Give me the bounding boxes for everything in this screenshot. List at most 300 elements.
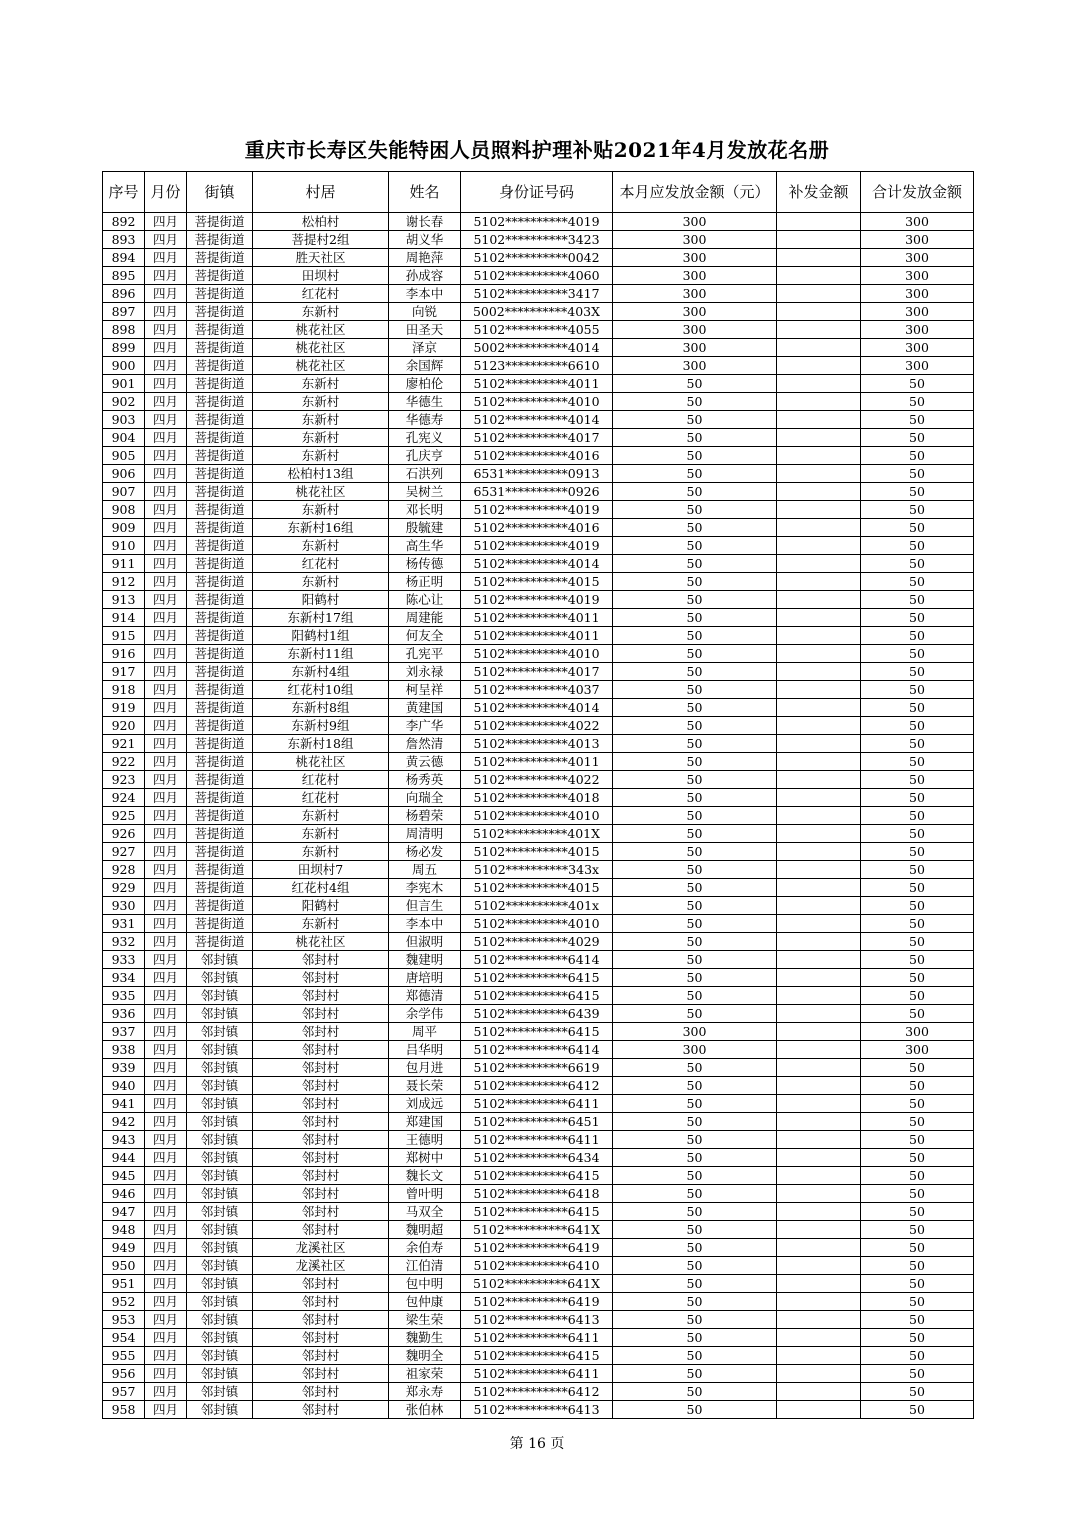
table-cell: 300 bbox=[861, 213, 974, 231]
table-cell bbox=[777, 1329, 861, 1347]
table-cell: 945 bbox=[103, 1167, 145, 1185]
table-cell: 阳鹤村 bbox=[253, 591, 389, 609]
table-cell bbox=[777, 1113, 861, 1131]
table-cell: 吴树兰 bbox=[389, 483, 461, 501]
table-cell: 903 bbox=[103, 411, 145, 429]
table-cell: 李本中 bbox=[389, 285, 461, 303]
table-cell: 5102**********641X bbox=[461, 1275, 613, 1293]
table-cell: 923 bbox=[103, 771, 145, 789]
table-cell bbox=[777, 285, 861, 303]
table-row bbox=[103, 231, 974, 249]
table-cell: 魏明全 bbox=[389, 1347, 461, 1365]
table-cell: 956 bbox=[103, 1365, 145, 1383]
table-cell: 四月 bbox=[145, 897, 187, 915]
table-cell bbox=[777, 681, 861, 699]
table-row bbox=[103, 519, 974, 537]
table-cell: 910 bbox=[103, 537, 145, 555]
table-cell: 四月 bbox=[145, 609, 187, 627]
table-row bbox=[103, 1293, 974, 1311]
table-cell bbox=[777, 969, 861, 987]
table-cell: 四月 bbox=[145, 915, 187, 933]
table-cell bbox=[777, 987, 861, 1005]
table-cell: 5102**********4014 bbox=[461, 411, 613, 429]
table-row bbox=[103, 1131, 974, 1149]
table-cell: 914 bbox=[103, 609, 145, 627]
table-cell bbox=[777, 1401, 861, 1419]
table-cell bbox=[777, 753, 861, 771]
table-cell: 曾叶明 bbox=[389, 1185, 461, 1203]
table-cell: 邻封村 bbox=[253, 987, 389, 1005]
table-cell: 刘永禄 bbox=[389, 663, 461, 681]
table-cell: 50 bbox=[861, 1401, 974, 1419]
table-cell: 50 bbox=[613, 771, 777, 789]
table-cell: 四月 bbox=[145, 591, 187, 609]
table-cell: 50 bbox=[613, 1383, 777, 1401]
table-cell: 邻封镇 bbox=[187, 1041, 253, 1059]
table-cell: 5102**********0042 bbox=[461, 249, 613, 267]
table-cell: 300 bbox=[861, 231, 974, 249]
table-cell: 5102**********6412 bbox=[461, 1383, 613, 1401]
table-cell: 四月 bbox=[145, 951, 187, 969]
table-cell bbox=[777, 897, 861, 915]
table-cell bbox=[777, 609, 861, 627]
table-cell: 四月 bbox=[145, 1023, 187, 1041]
table-cell bbox=[777, 879, 861, 897]
table-cell: 杨传德 bbox=[389, 555, 461, 573]
table-cell: 菩提街道 bbox=[187, 213, 253, 231]
table-cell: 50 bbox=[613, 699, 777, 717]
table-cell: 菩提街道 bbox=[187, 231, 253, 249]
table-cell: 893 bbox=[103, 231, 145, 249]
table-cell: 邻封村 bbox=[253, 1365, 389, 1383]
table-cell: 5102**********4011 bbox=[461, 753, 613, 771]
table-cell: 50 bbox=[613, 393, 777, 411]
table-cell: 300 bbox=[613, 303, 777, 321]
table-cell: 5102**********343x bbox=[461, 861, 613, 879]
table-cell: 四月 bbox=[145, 825, 187, 843]
table-cell: 东新村 bbox=[253, 915, 389, 933]
table-cell: 50 bbox=[613, 1059, 777, 1077]
page-title: 重庆市长寿区失能特困人员照料护理补贴2021年4月发放花名册 bbox=[244, 138, 830, 162]
table-cell: 邻封镇 bbox=[187, 1131, 253, 1149]
table-cell: 四月 bbox=[145, 1275, 187, 1293]
table-cell: 50 bbox=[613, 861, 777, 879]
table-row bbox=[103, 771, 974, 789]
table-cell: 5102**********6415 bbox=[461, 1347, 613, 1365]
table-cell: 东新村 bbox=[253, 843, 389, 861]
table-cell: 四月 bbox=[145, 537, 187, 555]
table-cell: 桃花社区 bbox=[253, 339, 389, 357]
table-row bbox=[103, 861, 974, 879]
table-cell: 邻封村 bbox=[253, 1131, 389, 1149]
table-cell: 邻封镇 bbox=[187, 1149, 253, 1167]
table-cell: 916 bbox=[103, 645, 145, 663]
table-row bbox=[103, 375, 974, 393]
table-cell: 邻封村 bbox=[253, 969, 389, 987]
table-cell: 50 bbox=[861, 753, 974, 771]
table-cell: 郑树中 bbox=[389, 1149, 461, 1167]
table-row bbox=[103, 1311, 974, 1329]
table-cell: 四月 bbox=[145, 969, 187, 987]
table-cell bbox=[777, 1221, 861, 1239]
table-cell: 邻封村 bbox=[253, 1149, 389, 1167]
table-cell bbox=[777, 1383, 861, 1401]
table-cell: 四月 bbox=[145, 663, 187, 681]
table-cell: 5102**********4011 bbox=[461, 627, 613, 645]
table-cell: 四月 bbox=[145, 1329, 187, 1347]
table-cell: 四月 bbox=[145, 771, 187, 789]
table-cell: 5102**********6619 bbox=[461, 1059, 613, 1077]
table-cell: 东新村 bbox=[253, 447, 389, 465]
table-cell: 邻封镇 bbox=[187, 1185, 253, 1203]
table-cell: 50 bbox=[613, 465, 777, 483]
table-cell: 894 bbox=[103, 249, 145, 267]
table-cell: 50 bbox=[861, 789, 974, 807]
table-cell bbox=[777, 1077, 861, 1095]
table-row bbox=[103, 1221, 974, 1239]
table-cell: 50 bbox=[613, 843, 777, 861]
table-cell: 50 bbox=[861, 1365, 974, 1383]
table-row bbox=[103, 735, 974, 753]
table-row bbox=[103, 1401, 974, 1419]
header-cell: 姓名 bbox=[389, 172, 461, 213]
table-cell: 四月 bbox=[145, 357, 187, 375]
table-cell: 5102**********6413 bbox=[461, 1401, 613, 1419]
table-cell: 50 bbox=[861, 699, 974, 717]
table-cell: 937 bbox=[103, 1023, 145, 1041]
table-row bbox=[103, 1005, 974, 1023]
table-row bbox=[103, 825, 974, 843]
table-cell: 915 bbox=[103, 627, 145, 645]
table-cell: 四月 bbox=[145, 933, 187, 951]
table-cell: 50 bbox=[861, 1257, 974, 1275]
table-cell: 四月 bbox=[145, 321, 187, 339]
table-cell: 四月 bbox=[145, 213, 187, 231]
table-cell: 906 bbox=[103, 465, 145, 483]
table-cell: 孔庆亨 bbox=[389, 447, 461, 465]
table-cell: 邻封镇 bbox=[187, 1311, 253, 1329]
table-cell: 东新村11组 bbox=[253, 645, 389, 663]
table-cell: 50 bbox=[613, 807, 777, 825]
table-cell: 908 bbox=[103, 501, 145, 519]
roster-table bbox=[102, 171, 974, 1419]
table-cell: 932 bbox=[103, 933, 145, 951]
table-cell: 5102**********4010 bbox=[461, 807, 613, 825]
table-cell: 300 bbox=[613, 339, 777, 357]
table-cell: 四月 bbox=[145, 735, 187, 753]
table-cell: 邻封镇 bbox=[187, 1167, 253, 1185]
table-cell: 四月 bbox=[145, 987, 187, 1005]
table-cell: 四月 bbox=[145, 1185, 187, 1203]
table-cell: 50 bbox=[861, 897, 974, 915]
table-cell bbox=[777, 1239, 861, 1257]
table-cell: 895 bbox=[103, 267, 145, 285]
table-cell: 5102**********4013 bbox=[461, 735, 613, 753]
table-cell: 菩提街道 bbox=[187, 879, 253, 897]
table-cell: 李本中 bbox=[389, 915, 461, 933]
table-row bbox=[103, 1167, 974, 1185]
table-cell: 东新村 bbox=[253, 303, 389, 321]
table-cell: 但言生 bbox=[389, 897, 461, 915]
table-cell: 邻封村 bbox=[253, 1401, 389, 1419]
table-cell: 300 bbox=[861, 1041, 974, 1059]
table-cell: 郑德清 bbox=[389, 987, 461, 1005]
table-cell: 50 bbox=[861, 1275, 974, 1293]
table-cell: 918 bbox=[103, 681, 145, 699]
table-cell: 50 bbox=[861, 1347, 974, 1365]
table-cell bbox=[777, 1005, 861, 1023]
table-cell: 5102**********6415 bbox=[461, 1167, 613, 1185]
header-row bbox=[103, 172, 974, 213]
table-cell: 菩提街道 bbox=[187, 825, 253, 843]
table-row bbox=[103, 465, 974, 483]
table-cell: 5102**********4018 bbox=[461, 789, 613, 807]
table-cell: 957 bbox=[103, 1383, 145, 1401]
table-cell: 950 bbox=[103, 1257, 145, 1275]
table-cell: 东新村 bbox=[253, 375, 389, 393]
table-cell: 菩提村2组 bbox=[253, 231, 389, 249]
table-cell: 939 bbox=[103, 1059, 145, 1077]
table-cell: 邻封镇 bbox=[187, 1059, 253, 1077]
table-cell: 殷毓建 bbox=[389, 519, 461, 537]
table-cell: 50 bbox=[861, 1221, 974, 1239]
table-cell: 阳鹤村1组 bbox=[253, 627, 389, 645]
table-cell: 田圣天 bbox=[389, 321, 461, 339]
table-cell: 952 bbox=[103, 1293, 145, 1311]
table-cell: 912 bbox=[103, 573, 145, 591]
table-cell bbox=[777, 843, 861, 861]
table-cell: 901 bbox=[103, 375, 145, 393]
table-cell: 943 bbox=[103, 1131, 145, 1149]
table-cell: 四月 bbox=[145, 1401, 187, 1419]
table-cell: 魏明超 bbox=[389, 1221, 461, 1239]
table-cell: 50 bbox=[613, 1131, 777, 1149]
table-cell: 300 bbox=[861, 1023, 974, 1041]
table-cell: 5102**********6415 bbox=[461, 969, 613, 987]
table-cell: 周平 bbox=[389, 1023, 461, 1041]
table-cell: 邻封村 bbox=[253, 1095, 389, 1113]
table-row bbox=[103, 429, 974, 447]
table-cell: 909 bbox=[103, 519, 145, 537]
table-cell: 四月 bbox=[145, 465, 187, 483]
table-cell: 933 bbox=[103, 951, 145, 969]
table-cell bbox=[777, 1203, 861, 1221]
table-cell: 东新村 bbox=[253, 825, 389, 843]
table-cell bbox=[777, 1257, 861, 1275]
table-cell bbox=[777, 357, 861, 375]
table-cell: 50 bbox=[613, 1167, 777, 1185]
table-cell: 李宪木 bbox=[389, 879, 461, 897]
table-cell: 四月 bbox=[145, 1365, 187, 1383]
table-cell: 周清明 bbox=[389, 825, 461, 843]
table-cell: 899 bbox=[103, 339, 145, 357]
table-cell: 华德生 bbox=[389, 393, 461, 411]
table-cell: 5102**********6451 bbox=[461, 1113, 613, 1131]
table-cell bbox=[777, 231, 861, 249]
table-row bbox=[103, 393, 974, 411]
table-cell: 菩提街道 bbox=[187, 303, 253, 321]
table-cell: 菩提街道 bbox=[187, 735, 253, 753]
table-cell: 菩提街道 bbox=[187, 933, 253, 951]
table-cell: 四月 bbox=[145, 1041, 187, 1059]
table-cell: 50 bbox=[613, 429, 777, 447]
table-cell: 50 bbox=[861, 447, 974, 465]
table-cell: 892 bbox=[103, 213, 145, 231]
table-cell: 5123**********6610 bbox=[461, 357, 613, 375]
table-cell: 邻封镇 bbox=[187, 969, 253, 987]
table-cell: 邻封村 bbox=[253, 1005, 389, 1023]
table-cell: 948 bbox=[103, 1221, 145, 1239]
table-cell: 菩提街道 bbox=[187, 339, 253, 357]
table-cell: 菩提街道 bbox=[187, 573, 253, 591]
table-cell: 东新村18组 bbox=[253, 735, 389, 753]
table-cell: 王德明 bbox=[389, 1131, 461, 1149]
table-cell: 邻封村 bbox=[253, 1329, 389, 1347]
table-cell: 50 bbox=[613, 717, 777, 735]
table-cell bbox=[777, 771, 861, 789]
table-cell: 东新村9组 bbox=[253, 717, 389, 735]
table-cell: 50 bbox=[861, 1329, 974, 1347]
table-cell bbox=[777, 375, 861, 393]
table-cell: 邻封村 bbox=[253, 1041, 389, 1059]
table-cell: 余伯寿 bbox=[389, 1239, 461, 1257]
table-cell: 50 bbox=[613, 1077, 777, 1095]
table-cell: 孙成容 bbox=[389, 267, 461, 285]
table-cell: 955 bbox=[103, 1347, 145, 1365]
table-cell bbox=[777, 1293, 861, 1311]
table-cell bbox=[777, 699, 861, 717]
table-cell: 50 bbox=[613, 447, 777, 465]
table-cell: 菩提街道 bbox=[187, 267, 253, 285]
table-cell: 919 bbox=[103, 699, 145, 717]
table-cell bbox=[777, 645, 861, 663]
table-cell bbox=[777, 933, 861, 951]
table-cell bbox=[777, 1347, 861, 1365]
table-row bbox=[103, 1347, 974, 1365]
table-cell: 杨必发 bbox=[389, 843, 461, 861]
table-cell bbox=[777, 555, 861, 573]
table-cell: 四月 bbox=[145, 879, 187, 897]
table-row bbox=[103, 1077, 974, 1095]
table-cell: 邻封镇 bbox=[187, 1221, 253, 1239]
table-cell: 50 bbox=[613, 1221, 777, 1239]
table-cell: 50 bbox=[613, 1347, 777, 1365]
table-cell: 红花村 bbox=[253, 555, 389, 573]
table-cell: 5102**********6411 bbox=[461, 1131, 613, 1149]
table-cell: 50 bbox=[861, 771, 974, 789]
table-cell: 50 bbox=[613, 969, 777, 987]
table-cell: 50 bbox=[613, 555, 777, 573]
table-cell: 5102**********6410 bbox=[461, 1257, 613, 1275]
table-row bbox=[103, 1239, 974, 1257]
table-cell: 菩提街道 bbox=[187, 393, 253, 411]
table-cell: 四月 bbox=[145, 555, 187, 573]
table-cell bbox=[777, 1059, 861, 1077]
table-cell: 四月 bbox=[145, 1113, 187, 1131]
table-cell: 邻封镇 bbox=[187, 1365, 253, 1383]
table-cell: 897 bbox=[103, 303, 145, 321]
table-cell: 黄云德 bbox=[389, 753, 461, 771]
table-cell: 300 bbox=[861, 321, 974, 339]
table-cell bbox=[777, 1185, 861, 1203]
table-row bbox=[103, 1023, 974, 1041]
table-cell: 祖家荣 bbox=[389, 1365, 461, 1383]
table-cell: 936 bbox=[103, 1005, 145, 1023]
table-cell: 邻封村 bbox=[253, 1023, 389, 1041]
table-cell: 菩提街道 bbox=[187, 645, 253, 663]
table-cell: 邻封村 bbox=[253, 1059, 389, 1077]
table-cell: 菩提街道 bbox=[187, 591, 253, 609]
table-cell: 50 bbox=[861, 861, 974, 879]
table-cell: 300 bbox=[613, 231, 777, 249]
table-cell: 50 bbox=[613, 1005, 777, 1023]
table-cell: 邻封镇 bbox=[187, 1257, 253, 1275]
table-cell bbox=[777, 483, 861, 501]
table-cell: 杨秀英 bbox=[389, 771, 461, 789]
table-cell: 邻封村 bbox=[253, 1347, 389, 1365]
table-cell: 菩提街道 bbox=[187, 681, 253, 699]
table-cell: 龙溪社区 bbox=[253, 1257, 389, 1275]
table-cell bbox=[777, 717, 861, 735]
table-cell: 5002**********403X bbox=[461, 303, 613, 321]
table-cell: 邻封镇 bbox=[187, 1293, 253, 1311]
table-cell: 50 bbox=[613, 1149, 777, 1167]
table-row bbox=[103, 1275, 974, 1293]
table-cell: 300 bbox=[613, 1023, 777, 1041]
table-cell: 50 bbox=[861, 1185, 974, 1203]
table-cell: 菩提街道 bbox=[187, 663, 253, 681]
table-cell: 50 bbox=[613, 519, 777, 537]
table-cell: 946 bbox=[103, 1185, 145, 1203]
table-cell: 四月 bbox=[145, 681, 187, 699]
table-row bbox=[103, 591, 974, 609]
header-cell: 合计发放金额 bbox=[861, 172, 974, 213]
table-row bbox=[103, 447, 974, 465]
table-cell: 50 bbox=[861, 519, 974, 537]
table-cell: 5102**********6419 bbox=[461, 1239, 613, 1257]
table-cell: 50 bbox=[613, 1113, 777, 1131]
table-cell: 四月 bbox=[145, 303, 187, 321]
table-cell: 50 bbox=[861, 663, 974, 681]
table-cell bbox=[777, 303, 861, 321]
table-cell: 5102**********4010 bbox=[461, 393, 613, 411]
table-cell: 向锐 bbox=[389, 303, 461, 321]
table-cell: 50 bbox=[613, 483, 777, 501]
table-row bbox=[103, 1059, 974, 1077]
table-cell: 菩提街道 bbox=[187, 501, 253, 519]
table-cell bbox=[777, 951, 861, 969]
table-cell bbox=[777, 861, 861, 879]
table-cell: 吕华明 bbox=[389, 1041, 461, 1059]
table-cell: 东新村 bbox=[253, 393, 389, 411]
table-row bbox=[103, 789, 974, 807]
table-cell: 50 bbox=[613, 591, 777, 609]
header-cell: 本月应发放金额（元） bbox=[613, 172, 777, 213]
table-cell: 胜天社区 bbox=[253, 249, 389, 267]
table-cell: 905 bbox=[103, 447, 145, 465]
table-cell: 邻封镇 bbox=[187, 1239, 253, 1257]
table-cell: 50 bbox=[861, 645, 974, 663]
table-cell: 944 bbox=[103, 1149, 145, 1167]
table-cell: 东新村 bbox=[253, 537, 389, 555]
table-cell: 300 bbox=[861, 339, 974, 357]
table-cell: 5102**********6411 bbox=[461, 1095, 613, 1113]
table-row bbox=[103, 753, 974, 771]
table-cell: 50 bbox=[613, 1239, 777, 1257]
table-row bbox=[103, 609, 974, 627]
table-cell: 菩提街道 bbox=[187, 897, 253, 915]
table-cell: 5102**********4060 bbox=[461, 267, 613, 285]
